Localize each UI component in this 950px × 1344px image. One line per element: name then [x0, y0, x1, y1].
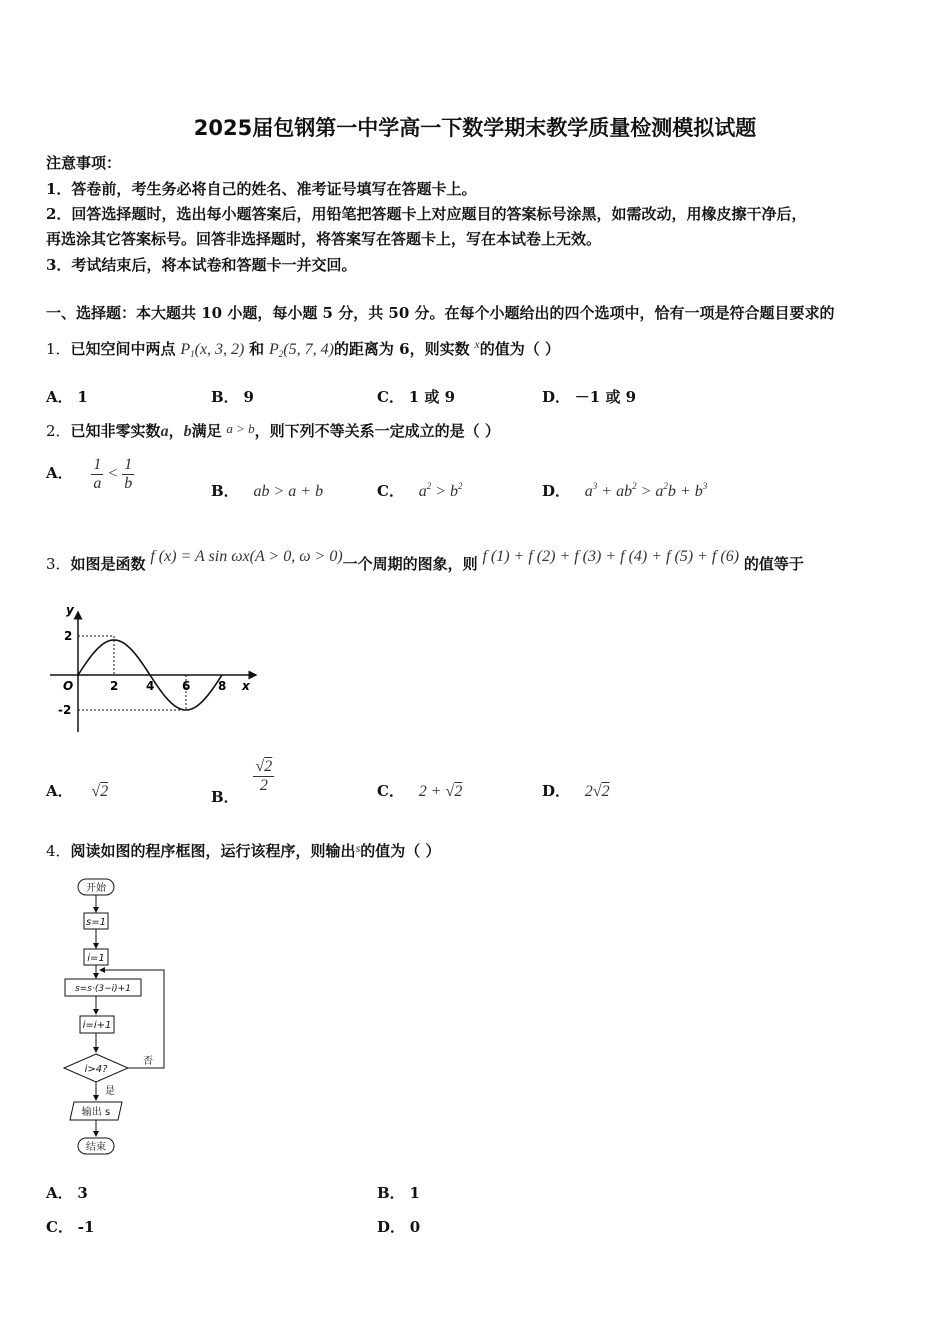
init-i-label: i=1 — [87, 953, 105, 964]
option-a[interactable]: A． 3 — [46, 1184, 88, 1202]
yes-label: 是 — [105, 1086, 115, 1097]
option-a[interactable]: A． 1 — [46, 388, 88, 406]
question-number: 1． — [46, 340, 71, 358]
notice-item: 再选涂其它答案标号。回答非选择题时，将答案写在答题卡上，写在本试卷上无效。 — [46, 230, 602, 248]
sum-expression: f (1) + f (2) + f (3) + f (4) + f (5) + f (6) — [482, 548, 740, 565]
point-p2: $P_2(5$, 7, 4) — [268, 341, 334, 359]
notice-item: 3．考试结束后，将本试卷和答题卡一并交回。 — [46, 256, 357, 274]
option-b[interactable]: B． $\frac{√2}{2}$ — [211, 758, 273, 806]
x-tick-label: 6 — [182, 679, 191, 693]
sine-graph — [46, 604, 266, 739]
option-d[interactable]: D． $a^3 + ab^2 > a^2b + b^3$ — [542, 481, 708, 500]
condition: a > b — [226, 421, 255, 436]
option-b[interactable]: B． 9 — [211, 388, 254, 406]
y-tick-label: -2 — [58, 703, 72, 717]
x-tick-label: 2 — [110, 679, 119, 693]
function-expression: f (x) = A sin ωx(A > 0, ω > 0) — [150, 548, 343, 565]
question-3: 3．如图是函数 f (x) = A sin ωx(A > 0, ω > 0)一个周期的图象，则 f (1) + f (2) + f (3) + f (4) + f (5) + f (6) 的值等于 — [46, 548, 804, 573]
update-i-label: i=i+1 — [82, 1020, 112, 1031]
update-s-label: s=s·(3−i)+1 — [75, 984, 131, 994]
notice-heading: 注意事项： — [46, 154, 122, 172]
option-d[interactable]: D． 0 — [377, 1218, 421, 1236]
option-c[interactable]: C． $a^2 > b^2$ — [377, 481, 463, 500]
init-s-label: s=1 — [86, 917, 106, 928]
option-c[interactable]: C． 1 或 9 — [377, 388, 456, 406]
variable-x: x — [474, 337, 480, 351]
notice-item: 2．回答选择题时，选出每小题答案后，用铅笔把答题卡上对应题目的答案标号涂黑，如需改动，用橡皮擦干净后， — [46, 205, 807, 223]
no-label: 否 — [143, 1056, 153, 1067]
output-label: 输出 s — [81, 1107, 111, 1118]
section-heading: 一、选择题：本大题共 10 小题，每小题 5 分，共 50 分。在每个小题给出的四个选项中，恰有一项是符合题目要求的 — [46, 304, 835, 322]
option-b[interactable]: B． ab > a + b — [211, 482, 324, 500]
point-p1: $P_1(x$, 3, 2) — [180, 341, 245, 359]
option-c[interactable]: C． -1 — [46, 1218, 95, 1236]
option-c[interactable]: C． 2 + √2 — [377, 782, 463, 800]
y-axis-label: y — [66, 604, 74, 617]
x-tick-label: 4 — [146, 679, 155, 693]
page-title: 2025届包钢第一中学高一下数学期末教学质量检测模拟试题 — [193, 116, 757, 140]
origin-label: O — [63, 679, 74, 693]
notice-item: 1．答卷前，考生务必将自己的姓名、准考证号填写在答题卡上。 — [46, 180, 477, 198]
question-4: 4．阅读如图的程序框图，运行该程序，则输出$^s$的值为（ ） — [46, 841, 441, 860]
option-b[interactable]: B． 1 — [377, 1184, 420, 1202]
condition-label: i>4? — [84, 1064, 108, 1075]
start-label: 开始 — [86, 883, 106, 894]
option-d[interactable]: D． －1 或 9 — [542, 388, 637, 406]
end-label: 结束 — [86, 1142, 106, 1153]
option-a[interactable]: A． $\frac{1}{a}$ < $\frac{1}{b}$ — [46, 456, 133, 492]
x-axis-label: x — [242, 679, 250, 693]
question-text: 已知空间中两点 — [70, 340, 176, 358]
question-2: 2．已知非零实数a，b满足 a > b，则下列不等关系一定成立的是（ ） — [46, 421, 500, 440]
y-tick-label: 2 — [64, 629, 73, 643]
question-1: 1．已知空间中两点 $P_1(x$, 3, 2) 和 $P_2(5$, 7, 4)的距离为 6，则实数 $^x$的值为（ ） — [46, 337, 560, 359]
x-tick-label: 8 — [218, 679, 227, 693]
flowchart — [56, 870, 186, 1160]
option-d[interactable]: D． 2√2 — [542, 782, 610, 800]
option-a[interactable]: A． √2 — [46, 782, 109, 800]
